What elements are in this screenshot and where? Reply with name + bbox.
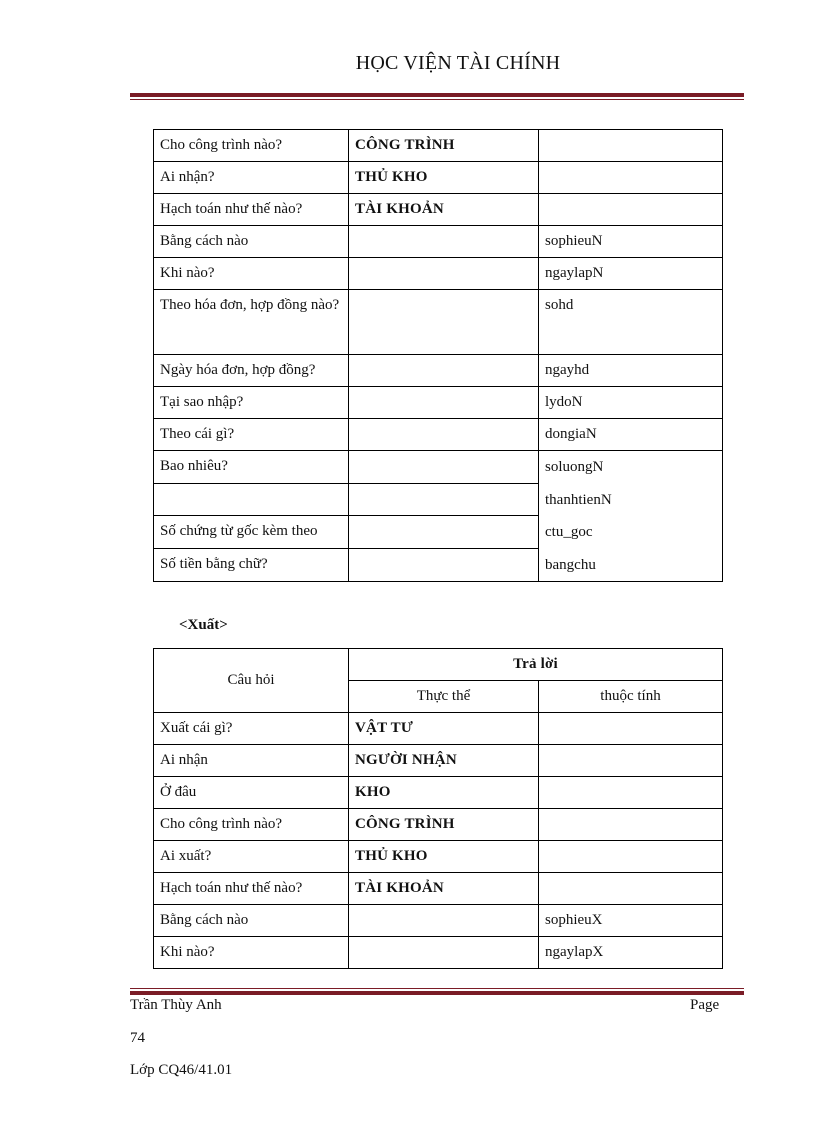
attribute-cell: dongiaN xyxy=(539,419,723,451)
entity-cell: TÀI KHOẢN xyxy=(349,194,539,226)
question-cell: Tại sao nhập? xyxy=(154,387,349,419)
header-answer: Trả lời xyxy=(349,649,723,681)
entity-cell: KHO xyxy=(349,777,539,809)
table-row xyxy=(154,258,723,290)
table-row xyxy=(154,451,723,484)
question-cell: Ở đâu xyxy=(154,777,349,809)
entity-cell xyxy=(349,258,539,290)
footer-page-number: 74 xyxy=(130,1030,145,1046)
table-row xyxy=(154,809,723,841)
table-row xyxy=(154,419,723,451)
question-cell: Bằng cách nào xyxy=(154,905,349,937)
attribute-cell xyxy=(539,130,723,162)
header-rule xyxy=(130,93,744,97)
attribute-cell xyxy=(539,841,723,873)
attribute-cell xyxy=(539,162,723,194)
import-attribute-table xyxy=(153,129,723,582)
footer-rule xyxy=(130,991,744,995)
attribute-cell xyxy=(539,713,723,745)
question-cell: Khi nào? xyxy=(154,937,349,969)
attribute-line: soluongN xyxy=(545,459,604,475)
table-row xyxy=(154,713,723,745)
attribute-cell: sophieuN xyxy=(539,226,723,258)
entity-cell xyxy=(349,355,539,387)
entity-cell xyxy=(349,937,539,969)
table-row xyxy=(154,226,723,258)
entity-cell xyxy=(349,290,539,355)
question-cell: Theo hóa đơn, hợp đồng nào? xyxy=(154,290,349,355)
footer-rule-thin xyxy=(130,988,744,989)
entity-cell: VẬT TƯ xyxy=(349,713,539,745)
attribute-cell: sophieuX xyxy=(539,905,723,937)
question-cell: Số chứng từ gốc kèm theo xyxy=(154,516,349,549)
entity-cell: CÔNG TRÌNH xyxy=(349,130,539,162)
entity-cell: NGƯỜI NHẬN xyxy=(349,745,539,777)
footer-author: Trần Thùy Anh xyxy=(130,997,222,1013)
question-cell: Hạch toán như thế nào? xyxy=(154,194,349,226)
entity-cell: THỦ KHO xyxy=(349,162,539,194)
table-row xyxy=(154,841,723,873)
table-row xyxy=(154,873,723,905)
table-row xyxy=(154,745,723,777)
question-cell: Hạch toán như thế nào? xyxy=(154,873,349,905)
entity-cell xyxy=(349,226,539,258)
attribute-cell: ngaylapN xyxy=(539,258,723,290)
attribute-line: ctu_goc xyxy=(545,524,593,541)
question-cell: Số tiền bằng chữ? xyxy=(154,549,349,582)
question-cell: Ngày hóa đơn, hợp đồng? xyxy=(154,355,349,387)
attribute-line: bangchu xyxy=(545,556,596,573)
entity-cell: CÔNG TRÌNH xyxy=(349,809,539,841)
header-attribute: thuộc tính xyxy=(539,681,723,713)
question-cell: Ai nhận? xyxy=(154,162,349,194)
table-row xyxy=(154,355,723,387)
attribute-cell: lydoN xyxy=(539,387,723,419)
footer-class: Lớp CQ46/41.01 xyxy=(130,1062,233,1078)
attribute-cell: ngayhd xyxy=(539,355,723,387)
header-question: Câu hỏi xyxy=(154,649,349,713)
question-cell: Khi nào? xyxy=(154,258,349,290)
question-cell: Bằng cách nào xyxy=(154,226,349,258)
question-cell: Xuất cái gì? xyxy=(154,713,349,745)
table-row xyxy=(154,194,723,226)
entity-cell xyxy=(349,549,539,582)
entity-cell: TÀI KHOẢN xyxy=(349,873,539,905)
entity-cell: THỦ KHO xyxy=(349,841,539,873)
table-row xyxy=(154,387,723,419)
attribute-cell xyxy=(539,777,723,809)
export-attribute-table xyxy=(153,648,723,969)
table-header-row xyxy=(154,649,723,681)
table-row xyxy=(154,162,723,194)
entity-cell xyxy=(349,451,539,484)
page-header-title: HỌC VIỆN TÀI CHÍNH xyxy=(355,52,561,74)
question-cell: Theo cái gì? xyxy=(154,419,349,451)
attribute-cell: ngaylapX xyxy=(539,937,723,969)
header-entity: Thực thể xyxy=(349,681,539,713)
question-cell: Bao nhiêu? xyxy=(154,451,349,484)
section-label-export: <Xuất> xyxy=(179,617,228,633)
table-row xyxy=(154,290,723,355)
question-cell xyxy=(154,484,349,516)
entity-cell xyxy=(349,387,539,419)
question-cell: Ai xuất? xyxy=(154,841,349,873)
footer-page-label: Page xyxy=(690,997,720,1013)
attribute-cell xyxy=(539,194,723,226)
question-cell: Cho công trình nào? xyxy=(154,130,349,162)
attribute-line: thanhtienN xyxy=(545,491,612,508)
table-row xyxy=(154,130,723,162)
question-cell: Ai nhận xyxy=(154,745,349,777)
attribute-cell xyxy=(539,809,723,841)
attribute-cell xyxy=(539,745,723,777)
entity-cell xyxy=(349,419,539,451)
question-cell: Cho công trình nào? xyxy=(154,809,349,841)
table-row xyxy=(154,777,723,809)
table-row xyxy=(154,905,723,937)
header-rule-thin xyxy=(130,99,744,100)
merged-attribute-cell xyxy=(539,451,723,582)
attribute-cell xyxy=(539,873,723,905)
entity-cell xyxy=(349,484,539,516)
table-row xyxy=(154,937,723,969)
entity-cell xyxy=(349,905,539,937)
attribute-cell: sohd xyxy=(539,290,723,355)
entity-cell xyxy=(349,516,539,549)
